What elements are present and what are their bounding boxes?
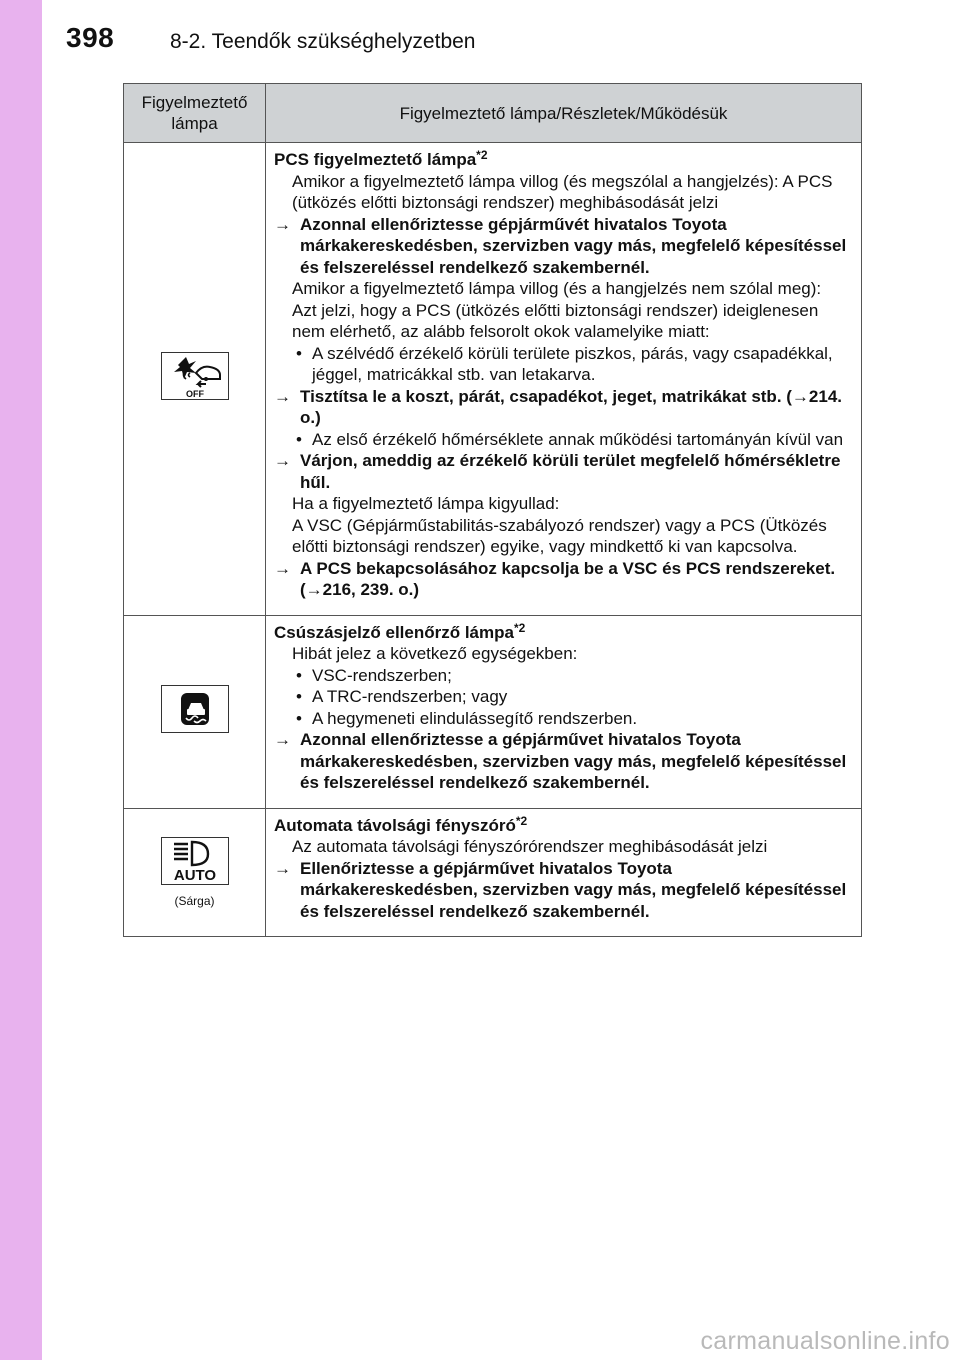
bullet-item bbox=[274, 343, 851, 386]
action-text: Várjon, ameddig az érzékelő körüli terület megfelelő hőmérsékletre hűl. bbox=[300, 451, 841, 492]
slip-indicator-icon bbox=[161, 685, 229, 733]
bullet-item bbox=[274, 686, 851, 708]
paragraph: Amikor a figyelmeztető lámpa villog (és megszólal a hangjelzés): A PCS (ütközés előtti biztonsági rendszer) meghibásodását jelzi bbox=[292, 171, 833, 212]
footnote-marker: *2 bbox=[513, 620, 526, 635]
warning-lamp-table bbox=[123, 83, 862, 937]
bullet-text: VSC-rendszerben; bbox=[312, 665, 452, 685]
auto-high-beam-icon bbox=[161, 837, 229, 885]
action-line bbox=[274, 858, 851, 923]
col-header-lamp: Figyelmeztető lámpa bbox=[124, 84, 266, 143]
bullet-text: A TRC-rendszerben; vagy bbox=[312, 687, 508, 706]
action-line bbox=[274, 558, 851, 601]
action-line bbox=[274, 214, 851, 279]
action-text: Ellenőriztesse a gépjárművet hivatalos Toyota márkakereskedésben, szervizben vagy más, megfelelő képesítéssel és felszereléssel rendelkező szakembernél. bbox=[300, 858, 847, 921]
action-line bbox=[274, 729, 851, 794]
bullet-item bbox=[274, 429, 851, 451]
page-number: 398 bbox=[66, 22, 115, 53]
lamp-title-text: Automata távolsági fényszóró bbox=[274, 815, 516, 835]
bullet-icon: • bbox=[296, 343, 302, 363]
col-header-details: Figyelmeztető lámpa/Részletek/Működésük bbox=[266, 84, 862, 143]
arrow-icon: → bbox=[274, 451, 291, 470]
pcs-off-icon bbox=[161, 352, 229, 400]
paragraph: Azt jelzi, hogy a PCS (ütközés előtti biztonsági rendszer) ideiglenesen nem elérhető, az alább felsorolt okok valamelyike miatt: bbox=[292, 300, 819, 341]
watermark: carmanualsonline.info bbox=[700, 1327, 950, 1355]
lamp-title-text: PCS figyelmeztető lámpa bbox=[274, 150, 477, 169]
lamp-details-cell bbox=[266, 808, 862, 937]
action-line bbox=[274, 450, 851, 493]
bullet-item bbox=[274, 708, 851, 730]
lamp-details-cell bbox=[266, 615, 862, 808]
lamp-icon-cell bbox=[124, 808, 266, 937]
arrow-icon: → bbox=[274, 214, 291, 234]
paragraph: Hibát jelez a következő egységekben: bbox=[292, 644, 578, 663]
paragraph: Amikor a figyelmeztető lámpa villog (és a hangjelzés nem szólal meg): bbox=[292, 279, 822, 298]
lamp-title-text: Csúszásjelző ellenőrző lámpa bbox=[274, 622, 514, 642]
paragraph: Az automata távolsági fényszórórendszer meghibásodását jelzi bbox=[292, 837, 768, 856]
lamp-details-cell bbox=[266, 143, 862, 616]
auto-label: AUTO bbox=[173, 866, 216, 884]
table-row bbox=[124, 808, 862, 937]
table-row bbox=[124, 143, 862, 616]
action-text: Azonnal ellenőriztesse gépjárművét hivatalos Toyota márkakereskedésben, szervizben vagy más, megfelelő képesítéssel és felszereléssel rendelkező szakembernél. bbox=[300, 214, 847, 277]
lamp-icon-cell bbox=[124, 615, 266, 808]
action-text: Azonnal ellenőriztesse a gépjárművet hivatalos Toyota márkakereskedésben, szervizben vagy más, megfelelő képesítéssel és felszereléssel rendelkező szakembernél. bbox=[300, 730, 847, 792]
action-line bbox=[274, 386, 851, 429]
bullet-icon: • bbox=[296, 708, 302, 728]
lamp-color-caption: (Sárga) bbox=[174, 893, 215, 908]
section-title: 8-2. Teendők szükséghelyzetben bbox=[170, 30, 476, 53]
bullet-item bbox=[274, 665, 851, 687]
table-header-row bbox=[124, 84, 862, 143]
bullet-text: A hegymeneti elindulássegítő rendszerben. bbox=[312, 708, 638, 728]
bullet-icon: • bbox=[296, 687, 302, 706]
footnote-marker: *2 bbox=[476, 148, 488, 162]
action-text: A PCS bekapcsolásához kapcsolja be a VSC és PCS rendszereket. (→216, 239. o.) bbox=[300, 558, 836, 599]
arrow-icon: → bbox=[274, 386, 291, 406]
bullet-text: A szélvédő érzékelő körüli területe piszkos, párás, vagy csapadékkal, jéggel, matricákkal stb. van letakarva. bbox=[312, 343, 833, 384]
lamp-title bbox=[274, 622, 851, 644]
bullet-icon: • bbox=[296, 665, 302, 685]
lamp-title bbox=[274, 815, 851, 837]
lamp-title bbox=[274, 149, 851, 171]
pcs-off-label: OFF bbox=[185, 389, 204, 400]
paragraph: Ha a figyelmeztető lámpa kigyullad: bbox=[292, 494, 560, 513]
lamp-icon-cell bbox=[124, 143, 266, 616]
bullet-icon: • bbox=[296, 429, 302, 449]
paragraph: A VSC (Gépjárműstabilitás-szabályozó rendszer) vagy a PCS (Ütközés előtti biztonsági rendszer) egyike, vagy mindkettő ki van kapcsolva. bbox=[292, 515, 827, 556]
footnote-marker: *2 bbox=[515, 813, 528, 828]
side-color-strip bbox=[0, 0, 42, 1360]
arrow-icon: → bbox=[274, 558, 291, 578]
table-row bbox=[124, 615, 862, 808]
arrow-icon: → bbox=[274, 730, 291, 749]
bullet-text: Az első érzékelő hőmérséklete annak működési tartományán kívül van bbox=[312, 429, 844, 449]
action-text: Tisztítsa le a koszt, párát, csapadékot, jeget, matrikákat stb. (→214. o.) bbox=[300, 386, 843, 427]
arrow-icon: → bbox=[274, 858, 291, 878]
